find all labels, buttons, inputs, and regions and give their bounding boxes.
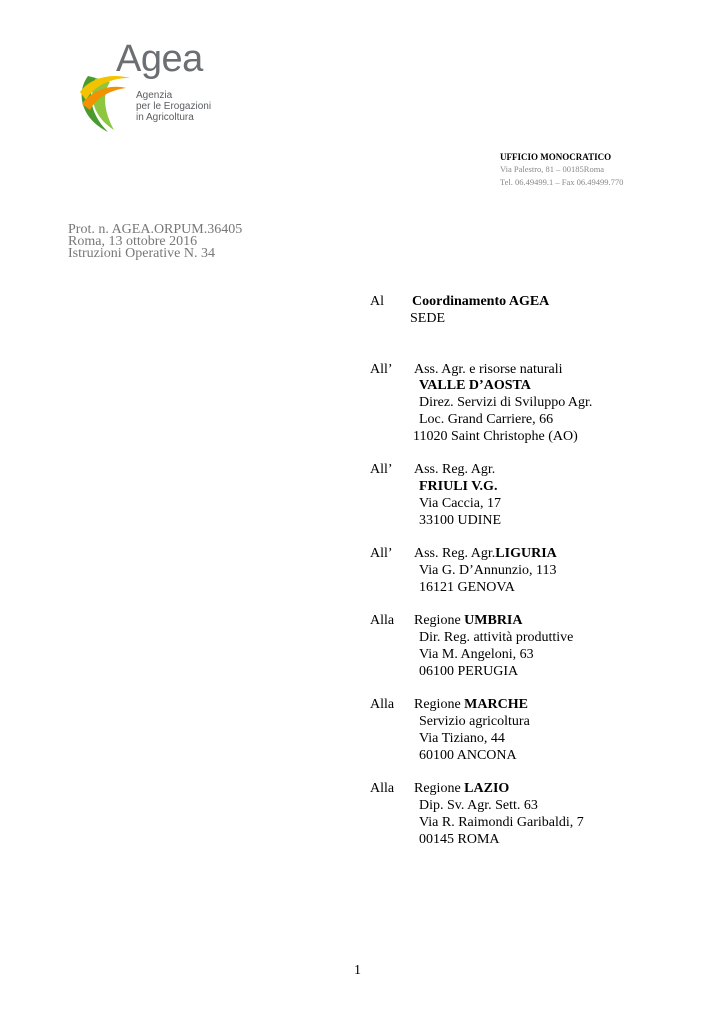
recipient-line: Via Caccia, 17	[419, 496, 501, 511]
recipient-line: 16121 GENOVA	[419, 580, 515, 595]
recipient-region: UMBRIA	[464, 613, 523, 628]
recipient-line	[414, 781, 509, 797]
recipient-line	[414, 546, 557, 562]
recipient-line: VALLE D’AOSTA	[419, 378, 531, 393]
recipient-line: Via R. Raimondi Garibaldi, 7	[419, 815, 584, 830]
recipient-prefix: All’	[370, 546, 393, 561]
logo-wordmark: Agea	[116, 38, 203, 80]
recipient-line-text: Regione	[414, 697, 465, 712]
protocol-number: Prot. n. AGEA.ORPUM.36405	[68, 222, 243, 237]
office-title: UFFICIO MONOCRATICO	[500, 152, 612, 162]
recipient-line-text: Ass. Reg. Agr.	[414, 546, 496, 561]
recipient-line: 11020 Saint Christophe (AO)	[413, 429, 578, 444]
recipient-line: Via Tiziano, 44	[419, 731, 505, 746]
recipient-prefix: All’	[370, 362, 393, 377]
recipient-line: Coordinamento AGEA	[412, 294, 550, 309]
recipient-line: Ass. Agr. e risorse naturali	[414, 362, 563, 377]
istruzioni-number: Istruzioni Operative N. 34	[68, 246, 215, 261]
recipient-prefix: Alla	[370, 781, 395, 796]
recipient-prefix: Alla	[370, 697, 395, 712]
recipient-line: FRIULI V.G.	[419, 479, 498, 494]
recipient-line: 60100 ANCONA	[419, 748, 517, 763]
recipient-region: LAZIO	[464, 781, 510, 796]
recipient-region: LIGURIA	[495, 546, 557, 561]
recipient-prefix: Alla	[370, 613, 395, 628]
recipient-line: Dir. Reg. attività produttive	[419, 630, 574, 645]
recipient-line	[414, 697, 528, 713]
recipient-line: 00145 ROMA	[419, 832, 500, 847]
office-address: Via Palestro, 81 – 00185Roma	[500, 164, 605, 174]
recipient-line	[414, 613, 523, 629]
recipient-line: Via G. D’Annunzio, 113	[419, 563, 557, 578]
logo-subtitle-line: Agenzia	[136, 90, 173, 101]
recipient-line: Servizio agricoltura	[419, 714, 530, 729]
office-phone: Tel. 06.49499.1 – Fax 06.49499.770	[500, 177, 624, 187]
recipient-line: Dip. Sv. Agr. Sett. 63	[419, 798, 538, 813]
recipient-line: Loc. Grand Carriere, 66	[419, 412, 554, 427]
recipient-line: Direz. Servizi di Sviluppo Agr.	[419, 395, 593, 410]
page-number: 1	[354, 963, 361, 978]
recipient-line: Ass. Reg. Agr.	[414, 462, 496, 477]
recipient-prefix: All’	[370, 462, 393, 477]
recipient-line-text: Regione	[414, 613, 465, 628]
recipient-region: MARCHE	[464, 697, 528, 712]
logo-subtitle-line: in Agricoltura	[136, 112, 194, 123]
recipient-prefix: Al	[370, 294, 384, 309]
logo-subtitle-line: per le Erogazioni	[136, 101, 212, 112]
recipient-line-text: Regione	[414, 781, 465, 796]
recipient-line: 33100 UDINE	[419, 513, 502, 528]
recipient-line: 06100 PERUGIA	[419, 664, 519, 679]
agea-logo	[74, 38, 214, 136]
document-date: Roma, 13 ottobre 2016	[68, 234, 198, 249]
recipient-line: SEDE	[410, 311, 445, 326]
recipient-line: Via M. Angeloni, 63	[419, 647, 534, 662]
